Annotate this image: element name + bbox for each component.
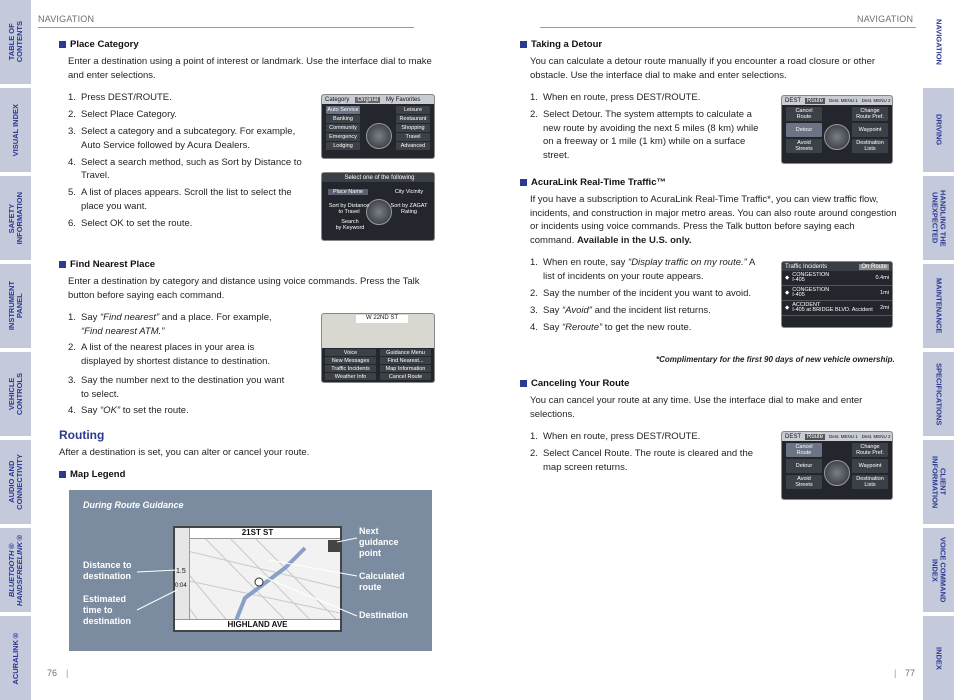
step-item <box>68 404 290 418</box>
acuralink-footnote: *Complimentary for the first 90 days of new vehicle ownership. <box>656 355 895 364</box>
find-nearest-heading: Find Nearest Place <box>59 259 155 270</box>
cancel-menu-item: Waypoint <box>852 459 888 473</box>
traffic-incident-name: ACCIDENT I-405 at BRIDGE BLVD. Accident <box>792 301 873 313</box>
step-number: 4. <box>68 405 76 416</box>
category-tab-original: Original <box>357 96 379 103</box>
category-item: Restaurant <box>396 115 430 123</box>
step-text: Select Cancel Route. The route is cleared and the map screen returns. <box>543 448 754 473</box>
legend-time-label: Estimated time to destination <box>83 594 132 626</box>
category-item: Emergency <box>326 133 360 141</box>
step-number: 4. <box>68 156 76 168</box>
method-city-vicinity: City Vicinity <box>394 189 424 195</box>
detour-menu-item: Avoid Streets <box>786 139 822 153</box>
category-item: Lodging <box>326 142 360 150</box>
detour-body: You can calculate a detour route manually if you encounter a road closure or other obstacle. Use the interface dial to make and enter selections. <box>530 56 876 81</box>
side-tab-label: VISUAL INDEX <box>10 103 20 157</box>
category-item: Leisure <box>396 106 430 114</box>
step-text: Say <box>81 312 101 323</box>
step-number: 3. <box>68 126 76 137</box>
detour-menu-item: Detour <box>786 123 822 137</box>
cancel-screen-tab: Dest. MENU 1 <box>829 434 858 439</box>
step-text: Say <box>543 321 563 333</box>
side-tab[interactable] <box>0 616 31 700</box>
traffic-screen-title: Traffic Incidents <box>785 263 828 270</box>
right-page-divider: | <box>894 668 897 678</box>
step-text: Select a category and a subcategory. For example, Auto Service followed by Acura Dealers. <box>81 126 296 151</box>
detour-screen <box>781 95 893 164</box>
step-item <box>530 287 762 301</box>
voice-command-text: “Find nearest ATM.” <box>81 325 165 337</box>
place-category-heading: Place Category <box>59 39 139 50</box>
voice-command-text: “Reroute” <box>562 321 603 333</box>
voice-menu-item: Map Information <box>380 365 431 372</box>
side-tab-label: INSTRUMENT PANEL <box>6 281 24 331</box>
detour-heading: Taking a Detour <box>520 39 602 50</box>
voice-screen <box>321 313 435 383</box>
interface-dial-icon <box>366 123 392 149</box>
side-tab[interactable] <box>0 528 31 612</box>
step-item <box>530 304 762 318</box>
search-method-title: Select one of the following <box>344 174 415 181</box>
side-tab[interactable] <box>923 440 954 524</box>
side-tab[interactable] <box>923 528 954 612</box>
cancel-screen-tab: Dest. MENU 2 <box>861 434 891 439</box>
legend-next-guidance-label: Next guidance point <box>359 526 399 558</box>
routing-heading: Routing <box>59 428 105 442</box>
traffic-incident-icon: ◆ <box>785 290 790 296</box>
side-tab[interactable] <box>0 352 31 436</box>
voice-menu-item: New Messages <box>325 357 376 364</box>
cancel-steps <box>530 430 766 478</box>
step-item <box>68 217 306 231</box>
voice-command-text: “Find nearest” <box>100 312 160 323</box>
step-item <box>530 91 766 105</box>
cancel-heading: Canceling Your Route <box>520 378 629 389</box>
side-tab[interactable] <box>923 352 954 436</box>
step-number: 6. <box>68 217 76 229</box>
legend-distance-label: Distance to destination <box>83 560 132 581</box>
step-number: 2. <box>530 109 538 120</box>
step-number: 2. <box>68 109 76 120</box>
voice-screen-street: W 22ND ST <box>356 315 408 323</box>
section-marker-icon <box>520 380 527 387</box>
traffic-incident-icon: ◆ <box>785 305 790 311</box>
traffic-incident-name: CONGESTION I-405 <box>792 286 830 298</box>
step-number: 2. <box>68 342 76 353</box>
voice-menu-item: Guidance Menu <box>380 349 431 356</box>
side-tab-label: CLIENT INFORMATION <box>930 455 948 509</box>
side-tab[interactable] <box>0 0 31 84</box>
step-item <box>530 430 766 444</box>
method-sort-distance: Sort by Distance to Travel <box>328 203 370 215</box>
step-item <box>530 447 766 474</box>
category-tab-favorites: My Favorites <box>386 96 421 103</box>
acuralink-us-only: Available in the U.S. only. <box>577 234 692 246</box>
routing-body: After a destination is set, you can alter or cancel your route. <box>59 447 310 458</box>
side-tab-label: BLUETOOTH® HANDSFREELINK® <box>6 533 24 607</box>
side-tab[interactable] <box>923 88 954 172</box>
step-text: and a place. For example, <box>159 312 272 323</box>
voice-command-text: “Display traffic on my route.” <box>628 257 747 268</box>
detour-screen-tab: DEST <box>785 97 802 104</box>
step-item <box>530 256 762 283</box>
category-item: Banking <box>326 115 360 123</box>
voice-command-text: “Avoid” <box>562 304 592 316</box>
section-marker-icon <box>59 471 66 478</box>
step-number: 2. <box>530 448 538 459</box>
legend-destination-label: Destination <box>359 610 409 620</box>
legend-route-label: Calculated route <box>359 571 405 592</box>
voice-menu-item: Voice <box>325 349 376 356</box>
detour-menu-item: Cancel Route <box>786 107 822 121</box>
cancel-menu-item: Detour <box>786 459 822 473</box>
side-tab[interactable] <box>923 616 954 700</box>
voice-menu-item: Find Nearest... <box>380 357 431 364</box>
side-tab-label: TABLE OF CONTENTS <box>6 21 24 63</box>
method-sort-zagat: Sort by ZAGAT Rating <box>390 203 428 215</box>
cancel-menu-item: Cancel Route <box>786 443 822 457</box>
step-number: 1. <box>68 312 76 323</box>
step-text: Select OK to set the route. <box>81 217 193 229</box>
side-tab-label: SAFETY INFORMATION <box>6 191 24 245</box>
step-number: 5. <box>68 187 76 198</box>
step-text: A list of the nearest places in your area is displayed by shortest distance to destination. <box>81 342 271 367</box>
voice-menu-item: Cancel Route <box>380 373 431 380</box>
category-item: Advanced <box>396 142 430 150</box>
step-item <box>68 156 306 183</box>
section-marker-icon <box>59 261 66 268</box>
step-text: When en route, press DEST/ROUTE. <box>543 92 701 103</box>
step-text: A list of places appears. Scroll the list to select the place you want. <box>81 187 292 212</box>
category-item: Community <box>326 124 360 132</box>
side-tab[interactable] <box>923 176 954 260</box>
cancel-screen <box>781 431 893 500</box>
traffic-screen-bar <box>782 262 892 271</box>
step-text: and the incident list returns. <box>591 304 711 316</box>
category-item: Travel <box>396 133 430 141</box>
step-text: Say <box>81 405 101 416</box>
step-text: to set the route. <box>120 405 189 416</box>
category-screen-bar <box>322 95 434 104</box>
cancel-screen-bar <box>782 432 892 441</box>
step-number: 1. <box>530 431 538 442</box>
traffic-incident-distance: 1mi <box>880 290 889 296</box>
side-tab[interactable] <box>923 264 954 348</box>
side-tab-label: MAINTENANCE <box>934 278 944 334</box>
step-number: 3. <box>68 375 76 386</box>
right-page-number: 77 <box>905 668 916 678</box>
step-text: Say the number next to the destination you want to select. <box>81 375 285 400</box>
side-tab[interactable] <box>0 176 31 260</box>
side-tab[interactable] <box>0 440 31 524</box>
acuralink-body <box>530 193 900 247</box>
left-header-rule <box>38 27 414 28</box>
voice-menu-item: Traffic Incidents <box>325 365 376 372</box>
map-legend-caption: During Route Guidance <box>83 500 184 510</box>
step-item <box>530 321 762 335</box>
step-item <box>68 186 306 213</box>
step-text: Select Detour. The system attempts to calculate a new route by avoiding the next 5 miles (8 km) while on a freeway or 1 mile (1 km) while on a surface street. <box>543 109 759 161</box>
category-screen <box>321 94 435 159</box>
step-item <box>68 341 290 368</box>
step-item <box>68 125 306 152</box>
side-tab[interactable] <box>0 88 31 172</box>
interface-dial-icon <box>824 460 850 486</box>
search-method-screen <box>321 172 435 241</box>
acuralink-body-text: If you have a subscription to AcuraLink Real-Time Traffic*, you can view traffic flow, incidents, and construction in major metro areas. You can also route around congestion or incidents using voice commands. Press the Talk button before saying each command. <box>530 194 897 246</box>
step-item <box>68 108 306 122</box>
traffic-incident-name: CONGESTION I-405 <box>792 271 830 283</box>
side-tab-label: VEHICLE CONTROLS <box>6 372 24 416</box>
detour-menu-item: Change Route Pref. <box>852 107 888 121</box>
traffic-screen <box>781 261 893 328</box>
right-header-rule <box>540 27 916 28</box>
step-text: Select Place Category. <box>81 109 177 120</box>
map-street-top: 21ST ST <box>175 528 340 539</box>
step-text: to get the new route. <box>602 321 692 333</box>
side-tab-label: NAVIGATION <box>934 19 944 65</box>
step-text: Press DEST/ROUTE. <box>81 92 172 103</box>
detour-screen-bar <box>782 96 892 105</box>
traffic-incident-row <box>782 301 892 316</box>
find-nearest-body: Enter a destination by category and distance using voice commands. Press the Talk button before saying each command. <box>68 276 420 301</box>
place-category-steps <box>68 91 306 234</box>
traffic-incident-row <box>782 286 892 301</box>
acuralink-heading: AcuraLink Real-Time Traffic™ <box>520 177 666 188</box>
cancel-menu-item: Avoid Streets <box>786 475 822 489</box>
side-tab-label: AUDIO AND CONNECTIVITY <box>6 454 24 510</box>
category-screen-title: Category <box>325 96 350 103</box>
step-number: 2. <box>530 287 538 299</box>
step-item <box>68 91 306 105</box>
left-page-divider: | <box>66 668 69 678</box>
detour-menu-item: Destination Lists <box>852 139 888 153</box>
method-place-name: Place Name <box>328 189 368 195</box>
detour-screen-tab: Route <box>807 97 824 104</box>
category-item: Auto Service <box>327 107 359 113</box>
map-legend-panel <box>69 490 432 651</box>
step-text: Select a search method, such as Sort by Distance to Travel. <box>81 156 302 181</box>
detour-screen-tab: Dest. MENU 2 <box>861 98 891 103</box>
detour-menu-item: Waypoint <box>852 123 888 137</box>
step-number: 1. <box>530 257 538 268</box>
map-legend-heading: Map Legend <box>59 469 125 480</box>
step-number: 4. <box>530 321 538 333</box>
side-tab-label: HANDLING THE UNEXPECTED <box>930 189 948 247</box>
interface-dial-icon <box>824 124 850 150</box>
category-item: Shopping <box>396 124 430 132</box>
step-text: A list of incidents on your route appears. <box>543 257 755 282</box>
voice-menu-item: Weather Info <box>325 373 376 380</box>
method-keyword: Search by Keyword <box>335 219 365 231</box>
step-text: Say the number of the incident you want to avoid. <box>543 287 752 299</box>
section-marker-icon <box>520 179 527 186</box>
side-tab[interactable] <box>923 0 954 84</box>
step-number: 1. <box>530 92 538 103</box>
traffic-tab-on-route: On Route <box>861 263 887 270</box>
step-text: When en route, press DEST/ROUTE. <box>543 431 701 442</box>
cancel-body: You can cancel your route at any time. Use the interface dial to make and enter selections. <box>530 395 863 420</box>
left-page-number: 76 <box>47 668 58 678</box>
detour-screen-tab: Dest. MENU 1 <box>829 98 858 103</box>
step-number: 3. <box>530 304 538 316</box>
traffic-incident-icon: ◆ <box>785 275 790 281</box>
side-tab-label: SPECIFICATIONS <box>934 362 944 426</box>
side-tab-label: VOICE COMMAND INDEX <box>930 537 948 603</box>
left-header: NAVIGATION <box>38 14 95 24</box>
section-marker-icon <box>59 41 66 48</box>
step-item <box>68 311 290 338</box>
traffic-incident-list <box>782 271 892 316</box>
cancel-menu-item: Change Route Pref. <box>852 443 888 457</box>
section-marker-icon <box>520 41 527 48</box>
map-distance-value: 1.5 <box>176 568 186 575</box>
step-text: Say <box>543 304 563 316</box>
voice-command-text: “OK” <box>100 405 121 416</box>
side-tab-label: DRIVING <box>934 114 944 146</box>
cancel-screen-tab: Route <box>807 433 824 440</box>
traffic-incident-distance: 2mi <box>880 305 889 311</box>
side-tab-label: INDEX <box>934 646 944 670</box>
side-tab-label: ACURALINK® <box>10 631 20 685</box>
cancel-menu-item: Destination Lists <box>852 475 888 489</box>
find-nearest-steps <box>68 311 290 421</box>
right-header: NAVIGATION <box>857 14 914 24</box>
traffic-incident-row <box>782 271 892 286</box>
side-tab[interactable] <box>0 264 31 348</box>
step-item <box>530 108 766 162</box>
search-method-bar <box>322 173 434 182</box>
place-category-body: Enter a destination using a point of interest or landmark. Use the interface dial to make and enter selections. <box>68 56 432 81</box>
voice-menu-grid <box>322 349 434 380</box>
detour-steps <box>530 91 766 166</box>
step-text: When en route, say <box>543 257 629 268</box>
step-item <box>68 374 290 401</box>
step-number: 1. <box>68 92 76 103</box>
cancel-screen-tab: DEST <box>785 433 802 440</box>
map-time-value: 0:04 <box>175 583 187 589</box>
map-street-bottom: HIGHLAND AVE <box>175 619 340 630</box>
acuralink-steps <box>530 256 762 338</box>
traffic-incident-distance: 0.4mi <box>875 275 889 281</box>
